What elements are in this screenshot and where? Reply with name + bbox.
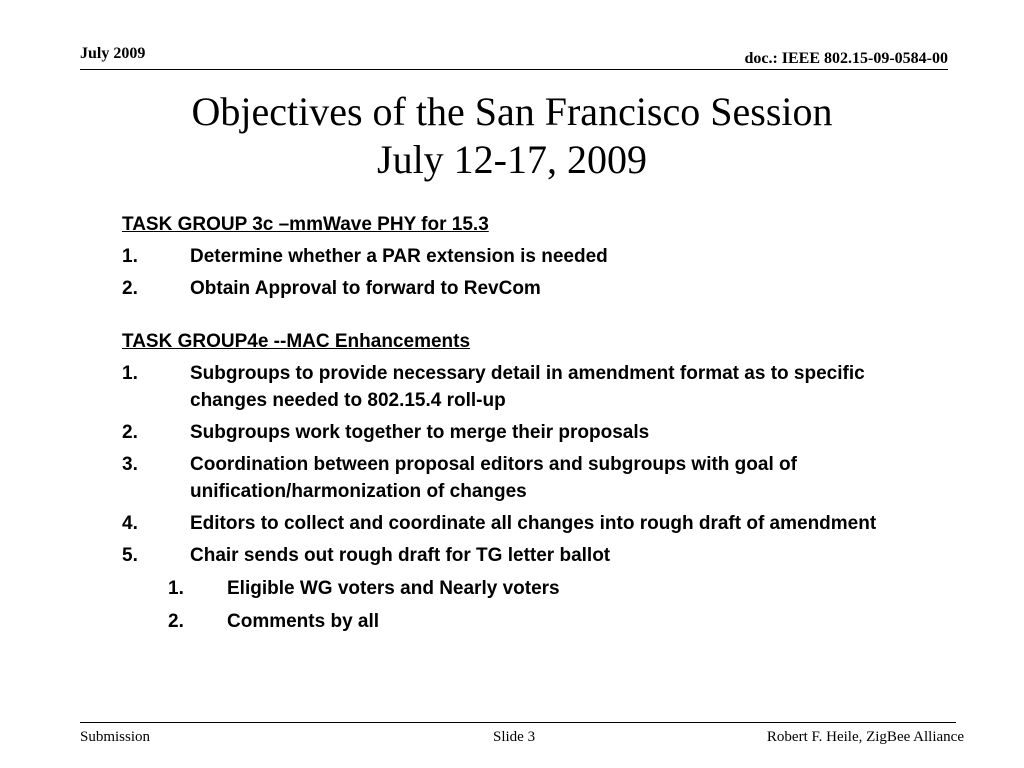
list-number: 1.	[122, 363, 138, 384]
list-text: Chair sends out rough draft for TG letter ballot	[190, 545, 611, 566]
list-item	[122, 542, 942, 569]
list-text: Subgroups work together to merge their proposals	[190, 422, 650, 443]
list-number: 4.	[122, 513, 138, 534]
list-text: Obtain Approval to forward to RevCom	[190, 278, 541, 299]
list-number: 2.	[122, 422, 138, 443]
title-line-2: July 12-17, 2009	[377, 137, 647, 182]
list-text: Comments by all	[227, 611, 380, 632]
footer-rule	[80, 722, 956, 723]
list-text: Coordination between proposal editors and subgroups with goal of unification/harmonization of changes	[190, 454, 797, 502]
list-item	[122, 419, 942, 446]
header-date: July 2009	[80, 45, 146, 62]
sub-list-item	[168, 608, 942, 635]
list-item	[122, 360, 942, 414]
list-item	[122, 243, 942, 270]
section-heading-tg3c: TASK GROUP 3c –mmWave PHY for 15.3	[122, 214, 489, 235]
list-number: 2.	[168, 611, 184, 632]
title-line-1: Objectives of the San Francisco Session	[191, 89, 833, 134]
list-number: 1.	[168, 578, 184, 599]
slide-body	[122, 211, 942, 635]
list-item	[122, 510, 942, 537]
section-spacer	[122, 302, 942, 328]
list-text: Determine whether a PAR extension is needed	[190, 246, 608, 267]
list-number: 1.	[122, 246, 138, 267]
footer-slide-number: Slide 3	[493, 729, 536, 745]
list-text: Editors to collect and coordinate all changes into rough draft of amendment	[190, 513, 877, 534]
footer-author: Robert F. Heile, ZigBee Alliance	[766, 729, 964, 745]
list-number: 3.	[122, 454, 138, 475]
list-item	[122, 275, 942, 302]
section-heading-tg4e: TASK GROUP4e --MAC Enhancements	[122, 331, 471, 352]
list-item	[122, 451, 942, 505]
list-text: Subgroups to provide necessary detail in amendment format as to specific changes needed to 802.15.4 roll-up	[190, 363, 865, 411]
sub-list-item	[168, 575, 942, 602]
list-text: Eligible WG voters and Nearly voters	[227, 578, 560, 599]
header-doc-id: doc.: IEEE 802.15-09-0584-00	[744, 50, 948, 67]
list-number: 5.	[122, 545, 138, 566]
header-rule	[80, 69, 948, 70]
slide-title	[0, 88, 1024, 184]
footer-submission: Submission	[80, 729, 151, 745]
list-number: 2.	[122, 278, 138, 299]
